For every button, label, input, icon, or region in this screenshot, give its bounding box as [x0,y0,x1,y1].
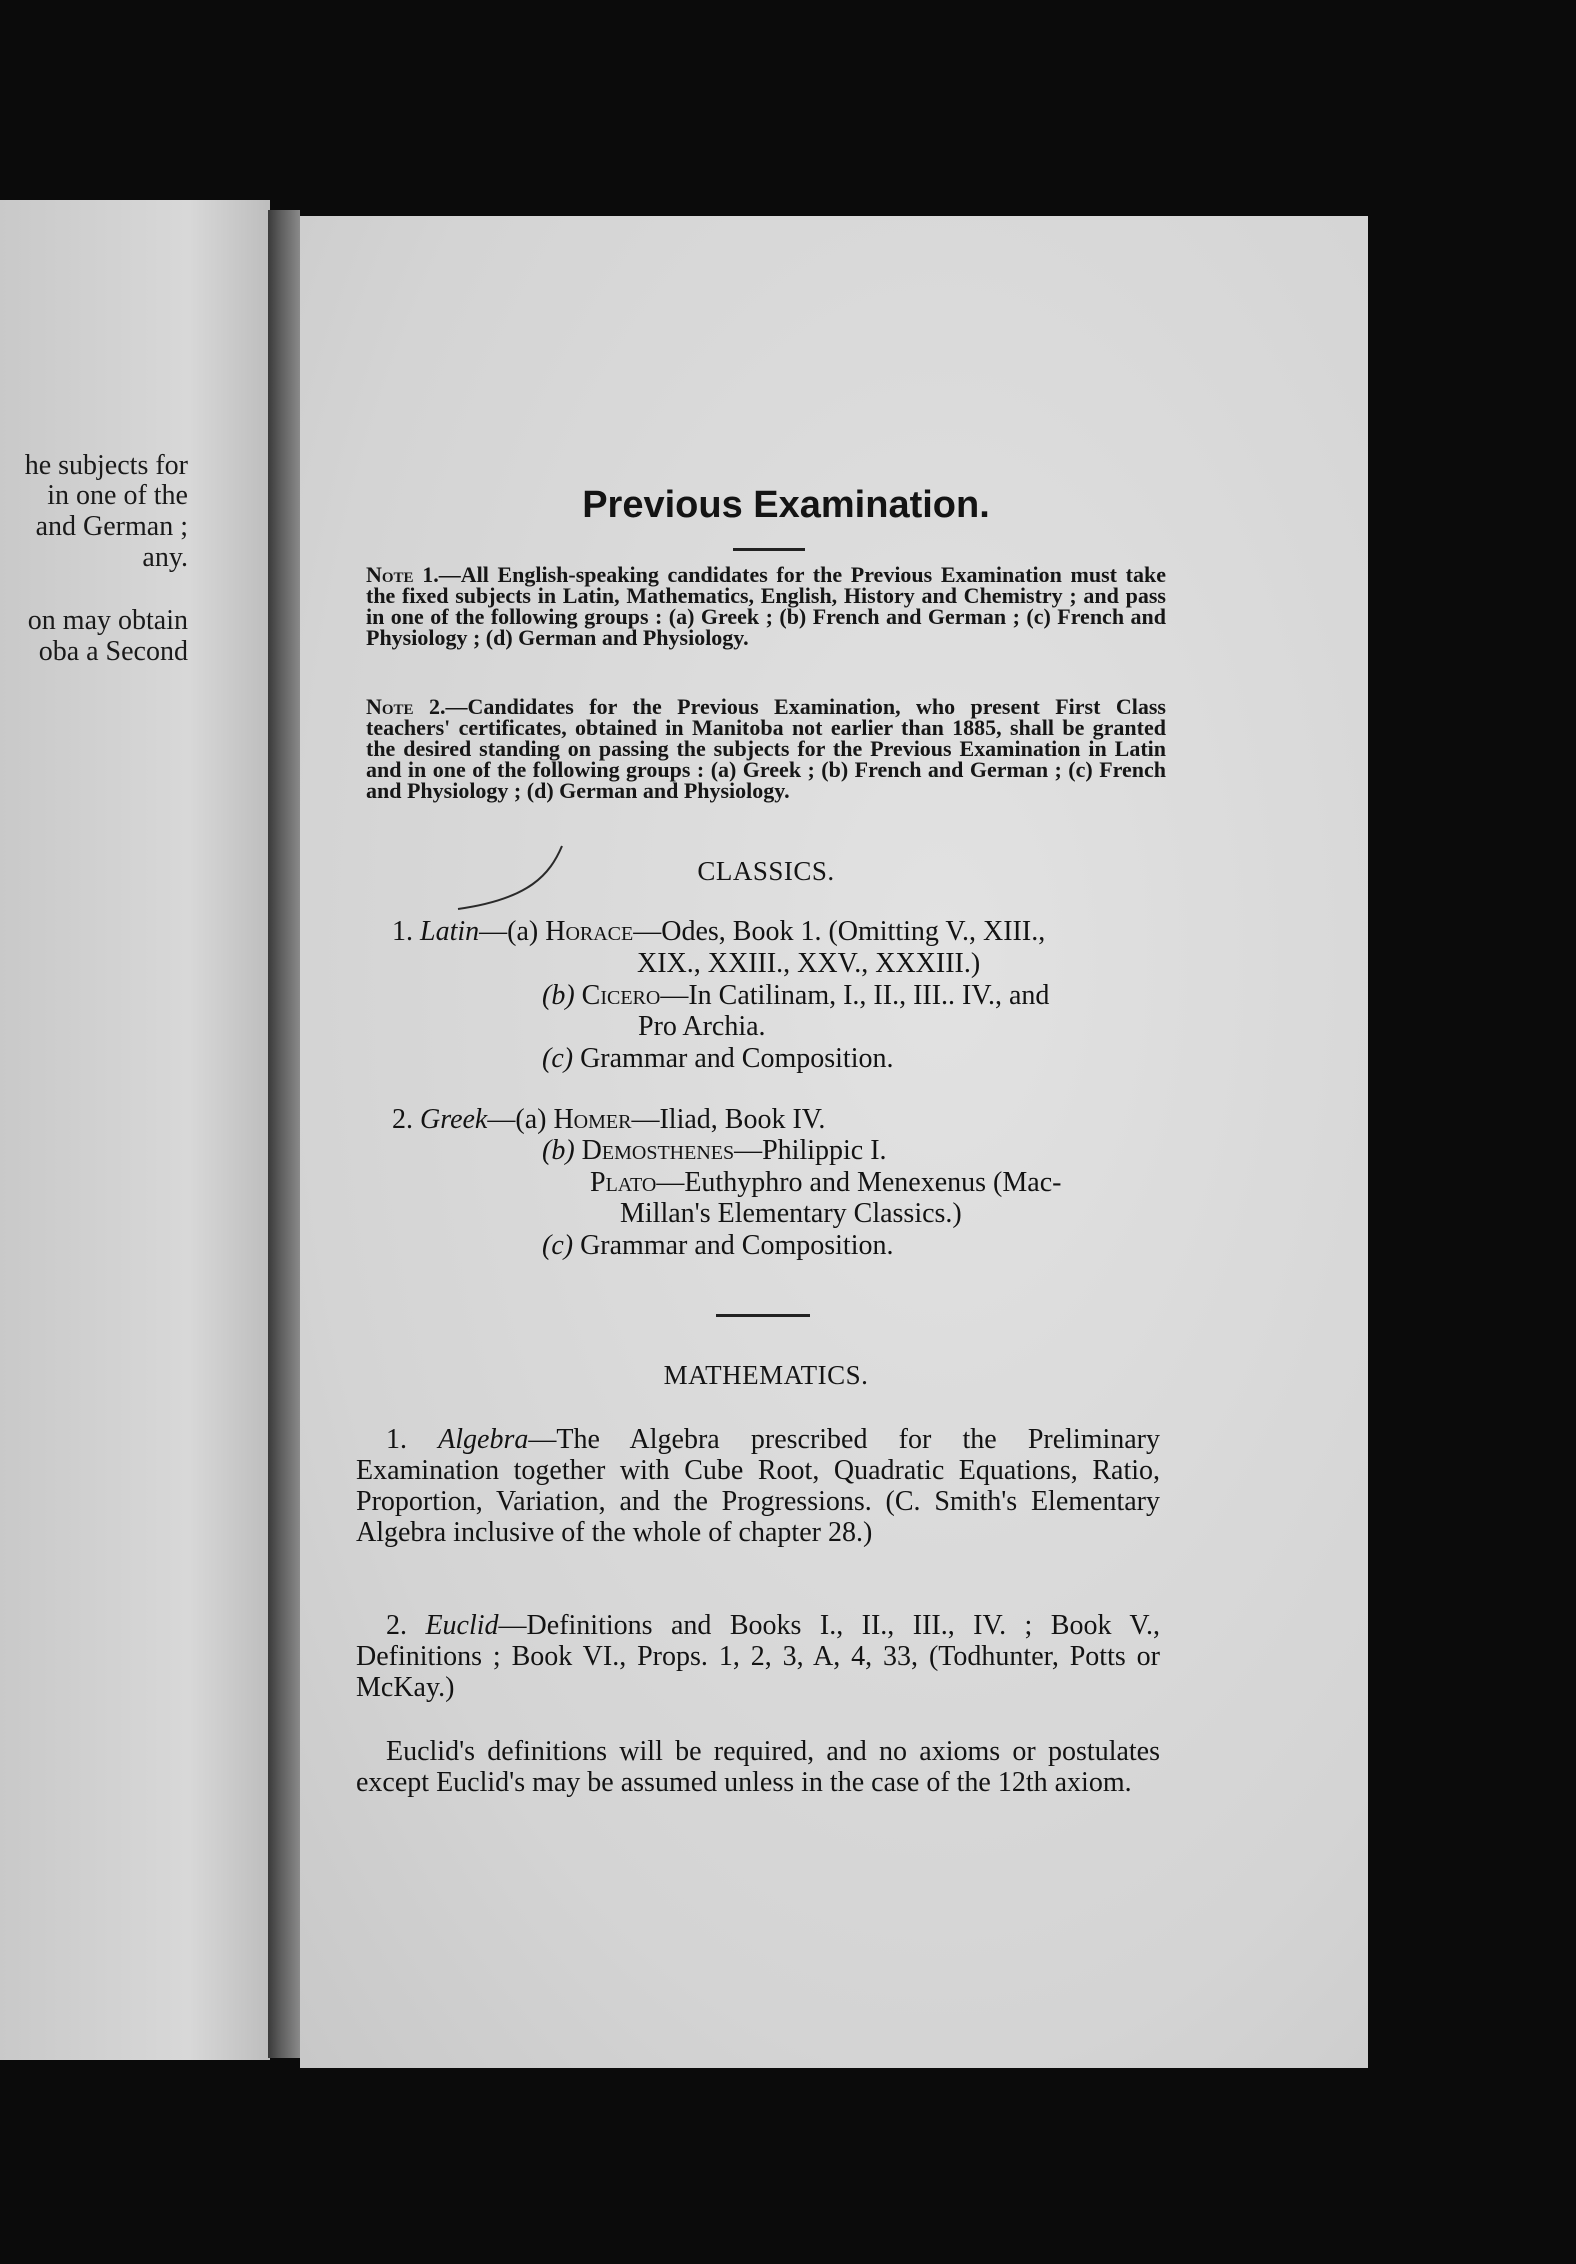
greek-b2-author: Plato [590,1167,657,1198]
greek-a-label: —(a) [487,1104,547,1135]
greek-a-text: —Iliad, Book IV. [631,1104,826,1135]
facing-page-line: and German ; [35,511,188,542]
note-1 [366,564,1166,648]
latin-b-text: —In Catilinam, I., II., III.. IV., and [660,980,1050,1011]
latin-entry [392,916,1045,948]
euclid-text: —Definitions and Books I., II., III., IV. ; Book V., Definitions ; Book VI., Props. 1, 2, 3, A, 4, 33, (Todhunter, Potts or McKay.) [356,1610,1160,1703]
note-1-label: Note 1. [366,562,439,587]
latin-subject: Latin [420,916,480,947]
facing-page-line: oba a Second [38,636,188,667]
latin-a-text: —Odes, Book 1. (Omitting V., XIII., [633,916,1046,947]
note-2-label: Note 2. [366,694,446,719]
page-title: Previous Examination. [582,484,990,526]
latin-b-continuation: Pro Archia. [638,1011,766,1042]
latin-b-entry [542,980,1049,1012]
greek-b-label: (b) [542,1135,575,1166]
algebra-number: 1. [386,1424,407,1455]
greek-c-text: Grammar and Composition. [580,1230,894,1261]
greek-number: 2. [392,1104,413,1135]
latin-number: 1. [392,916,413,947]
greek-b-author: Demosthenes [581,1135,735,1166]
note-2 [366,696,1166,801]
mathematics-heading: MATHEMATICS. [663,1360,869,1390]
facing-page-line: in one of the [47,480,188,511]
greek-entry [392,1104,825,1136]
note-2-text: —Candidates for the Previous Examination, who present First Class teachers' certificates, obtained in Manitoba not earlier than 1885, shall be granted the desired standing on passing the subjects for the Previous Examination in Latin and in one of the following groups : (a) Greek ; (b) French and German ; (c) French and Physiology ; (d) German and Physiology. [366,694,1166,803]
greek-a-author: Homer [553,1104,632,1135]
greek-b-entry [542,1135,887,1167]
latin-c-label: (c) [542,1043,574,1074]
euclid-subject: Euclid [425,1610,499,1641]
greek-subject: Greek [420,1104,488,1135]
title-divider [733,548,805,551]
greek-b2-text: —Euthyphro and Menexenus (Mac- [656,1167,1062,1198]
latin-a-label: —(a) [479,916,539,947]
document-page [300,216,1368,2068]
greek-b-text: —Philippic I. [734,1135,887,1166]
latin-b-label: (b) [542,980,575,1011]
facing-page-line: he subjects for [24,450,188,481]
facing-page-line: on may obtain [27,605,188,636]
algebra-subject: Algebra [438,1424,529,1455]
euclid-note-paragraph: Euclid's definitions will be required, and no axioms or postulates except Euclid's may be assumed unless in the case of the 12th axiom. [356,1736,1160,1798]
latin-c-entry [542,1043,893,1075]
note-1-text: —All English-speaking candidates for the Previous Examination must take the fixed subjects in Latin, Mathematics, English, History and Chemistry ; and pass in one of the following groups : (a) Greek ; (b) French and German ; (c) French and Physiology ; (d) German and Physiology. [366,562,1166,650]
greek-c-label: (c) [542,1230,574,1261]
classics-heading: CLASSICS. [697,856,835,886]
facing-page [0,200,270,2060]
latin-a-author: Horace [545,916,634,947]
greek-b2-continuation: Millan's Elementary Classics.) [620,1198,962,1229]
latin-c-text: Grammar and Composition. [580,1043,894,1074]
euclid-paragraph [356,1610,1160,1703]
latin-a-continuation: XIX., XXIII., XXV., XXXIII.) [637,948,981,979]
facing-page-line: any. [142,542,188,573]
greek-b2-entry [590,1167,1061,1199]
algebra-text: —The Algebra prescribed for the Preliminary Examination together with Cube Root, Quadratic Equations, Ratio, Proportion, Variation, and the Progressions. (C. Smith's Elementary Algebra inclusive of the whole of chapter 28.) [356,1424,1161,1548]
latin-b-author: Cicero [581,980,661,1011]
book-gutter [268,210,300,2058]
greek-c-entry [542,1230,893,1262]
section-divider [716,1314,810,1317]
algebra-paragraph [356,1424,1160,1548]
euclid-number: 2. [386,1610,407,1641]
